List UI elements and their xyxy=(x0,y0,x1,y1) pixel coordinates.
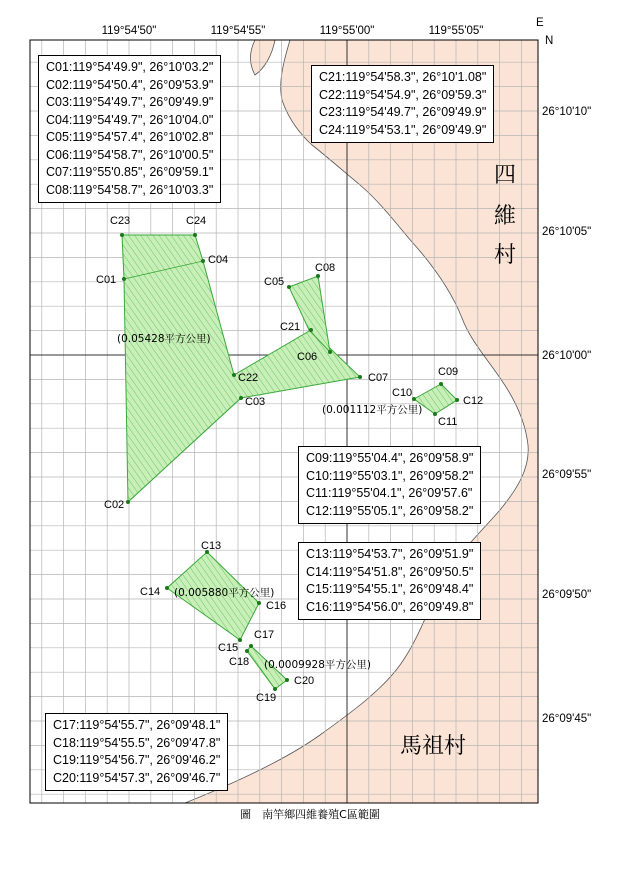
label-c19: C19 xyxy=(256,692,277,704)
village-siwei-2: 維 xyxy=(494,204,517,229)
coord-line: C19:119°54'56.7", 26°09'46.2" xyxy=(53,753,221,767)
label-c13: C13 xyxy=(201,540,222,552)
area-label-c17-c20: (0.0009928平方公里) xyxy=(264,659,371,671)
point-c21 xyxy=(309,328,313,332)
coord-line: C21:119°54'58.3", 26°10'1.08" xyxy=(319,70,487,84)
point-c20 xyxy=(285,678,289,682)
area-label-main: (0.05428平方公里) xyxy=(117,333,211,345)
lat-tick-2: 26°10'05" xyxy=(542,226,592,238)
coord-line: C23:119°54'49.7", 26°09'49.9" xyxy=(319,105,487,119)
coord-line: C15:119°54'55.1", 26°09'48.4" xyxy=(306,582,474,596)
point-c11 xyxy=(433,412,437,416)
point-c06 xyxy=(328,350,332,354)
coord-line: C16:119°54'56.0", 26°09'49.8" xyxy=(306,599,474,614)
coord-line: C02:119°54'50.4", 26°09'53.9" xyxy=(46,77,214,92)
coord-line: C12:119°55'05.1", 26°09'58.2" xyxy=(306,503,474,518)
label-c16: C16 xyxy=(266,600,287,612)
point-c24 xyxy=(193,233,197,237)
point-c18 xyxy=(245,649,249,653)
label-c02: C02 xyxy=(104,499,125,511)
lat-tick-5: 26°09'50" xyxy=(542,589,592,601)
coord-line: C20:119°54'57.3", 26°09'46.7" xyxy=(53,770,221,785)
label-c22: C22 xyxy=(238,372,259,384)
point-c07 xyxy=(358,375,362,379)
label-c17: C17 xyxy=(254,629,275,641)
corner-e: E xyxy=(536,17,544,29)
point-c17 xyxy=(249,644,253,648)
label-c18: C18 xyxy=(229,656,250,668)
figure-caption: 圖 南竿鄉四維養殖C區範圍 xyxy=(240,808,380,821)
point-c09 xyxy=(439,382,443,386)
label-c21: C21 xyxy=(280,321,301,333)
point-c16 xyxy=(257,601,261,605)
point-c02 xyxy=(126,500,130,504)
lon-tick-4: 119°55'05" xyxy=(428,25,484,37)
label-c11: C11 xyxy=(438,416,458,428)
label-c15: C15 xyxy=(218,642,239,654)
coord-line: C05:119°54'57.4", 26°10'02.8" xyxy=(46,130,214,144)
coord-line: C24:119°54'53.1", 26°09'49.9" xyxy=(319,122,487,137)
corner-n: N xyxy=(545,35,554,47)
label-c09: C09 xyxy=(438,366,459,378)
point-c12 xyxy=(455,398,459,402)
coord-line: C01:119°54'49.9", 26°10'03.2" xyxy=(46,60,214,74)
label-c03: C03 xyxy=(245,396,266,408)
point-c22 xyxy=(232,373,236,377)
area-label-c13-c16: (0.005880平方公里) xyxy=(174,587,275,599)
label-c07: C07 xyxy=(368,372,389,384)
coord-box-c01-c08 xyxy=(38,55,221,203)
coord-line: C04:119°54'49.7", 26°10'04.0" xyxy=(46,112,214,127)
lon-tick-3: 119°55'00" xyxy=(319,25,375,37)
label-c10: C10 xyxy=(392,387,413,399)
coord-line: C18:119°54'55.5", 26°09'47.8" xyxy=(53,735,221,750)
label-c14: C14 xyxy=(140,586,161,598)
coord-line: C10:119°55'03.1", 26°09'58.2" xyxy=(306,468,474,483)
coord-line: C07:119°55'0.85", 26°09'59.1" xyxy=(46,165,214,179)
coord-line: C09:119°55'04.4", 26°09'58.9" xyxy=(306,451,474,465)
lat-tick-4: 26°09'55" xyxy=(542,469,592,481)
point-c03 xyxy=(239,396,243,400)
label-c23: C23 xyxy=(110,215,131,227)
point-c01 xyxy=(122,277,126,281)
label-c20: C20 xyxy=(294,675,315,687)
coord-box-c17-c20 xyxy=(45,713,228,791)
lon-tick-2: 119°54'55" xyxy=(210,25,266,37)
village-mazu: 馬祖村 xyxy=(400,734,467,759)
lon-tick-1: 119°54'50" xyxy=(101,25,157,37)
lat-tick-6: 26°09'45" xyxy=(542,713,592,725)
point-c14 xyxy=(165,586,169,590)
coord-line: C03:119°54'49.7", 26°09'49.9" xyxy=(46,95,214,109)
point-c10 xyxy=(412,397,416,401)
lat-tick-1: 26°10'10" xyxy=(542,106,592,118)
coord-line: C13:119°54'53.7", 26°09'51.9" xyxy=(306,547,474,561)
point-c15 xyxy=(238,638,242,642)
label-c12: C12 xyxy=(463,395,484,407)
coord-line: C14:119°54'51.8", 26°09'50.5" xyxy=(306,564,474,579)
label-c08: C08 xyxy=(315,262,336,274)
label-c24: C24 xyxy=(186,215,207,227)
village-siwei-1: 四 xyxy=(494,163,517,188)
label-c01: C01 xyxy=(96,274,117,286)
coord-box-c21-c24 xyxy=(311,65,494,143)
coord-line: C17:119°54'55.7", 26°09'48.1" xyxy=(53,718,221,732)
coord-line: C22:119°54'54.9", 26°09'59.3" xyxy=(319,87,487,102)
coord-line: C06:119°54'58.7", 26°10'00.5" xyxy=(46,147,214,162)
point-c05 xyxy=(287,285,291,289)
lat-tick-3: 26°10'00" xyxy=(542,350,592,362)
coord-box-c13-c16 xyxy=(298,542,481,620)
coord-line: C08:119°54'58.7", 26°10'03.3" xyxy=(46,182,214,197)
point-c23 xyxy=(120,233,124,237)
label-c05: C05 xyxy=(264,276,285,288)
point-c08 xyxy=(316,274,320,278)
coord-line: C11:119°55'04.1", 26°09'57.6" xyxy=(306,486,473,500)
coord-box-c09-c12 xyxy=(298,446,481,524)
area-label-c09-c12: (0.001112平方公里) xyxy=(322,404,423,416)
village-siwei-3: 村 xyxy=(494,243,517,268)
label-c06: C06 xyxy=(297,351,318,363)
point-c04 xyxy=(201,259,205,263)
point-c19 xyxy=(273,687,277,691)
label-c04: C04 xyxy=(208,254,229,266)
